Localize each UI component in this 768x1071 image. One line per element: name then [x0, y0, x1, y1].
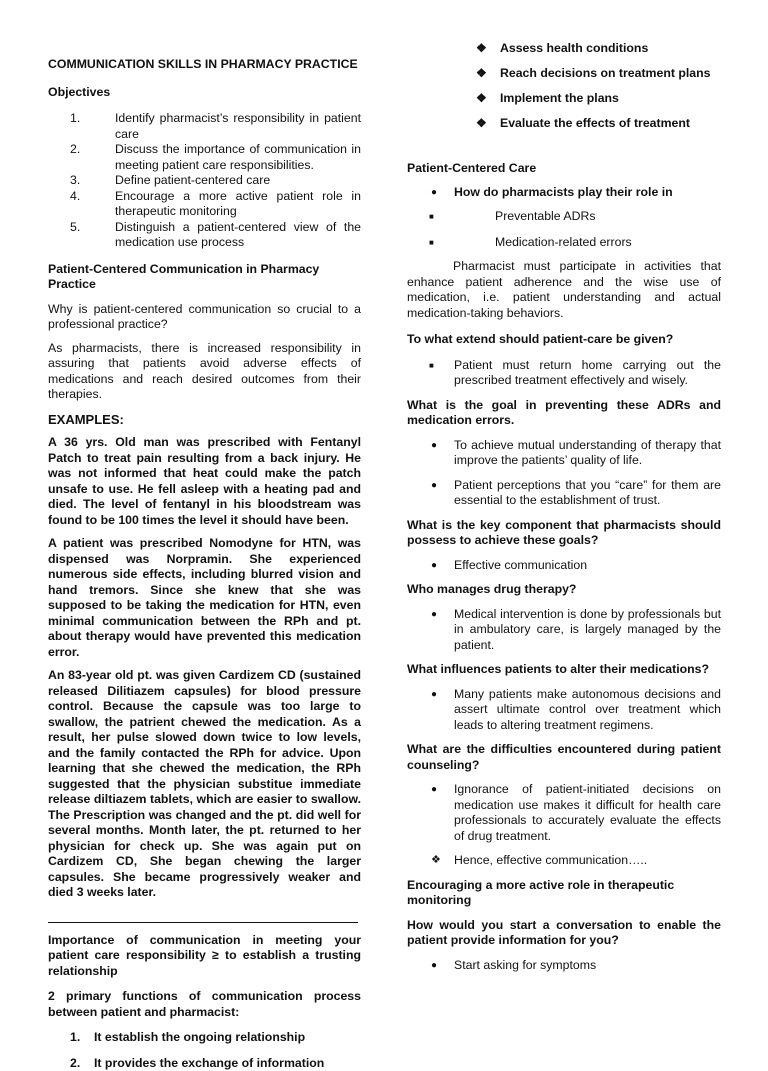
question-4: Who manages drug therapy?: [407, 582, 721, 598]
diamond-bullet-icon: ❖: [431, 853, 441, 869]
example-2: A patient was prescribed Nomodyne for HTN, was dispensed was Norpramin. She experienced numerous side effects, including blurred vision and hand tremors. Since she knew that she was supposed to be taking the medication for HTN, even minimal communication between the RPh and pt. about therapy would have prevented this medication error.: [48, 536, 361, 660]
square-bullet-item: ■ Patient must return home carrying out the prescribed treatment effectively and wisely.: [407, 358, 721, 389]
bullet-item: ● Patient perceptions that you “care” for them are essential to the establishment of trust.: [407, 478, 721, 509]
question-3: What is the key component that pharmacists should possess to achieve these goals?: [407, 518, 721, 549]
objective-item: 1. Identify pharmacist’s responsibility in patient care: [48, 111, 361, 142]
objective-item: 5. Distinguish a patient-centered view of the medication use process: [48, 220, 361, 251]
answer-6b-list: [407, 853, 721, 869]
bullet-dot-icon: ●: [431, 185, 437, 201]
example-1: A 36 yrs. Old man was prescribed with Fentanyl Patch to treat pain resulting from a back injury. He was not informed that heat could make the patch unsafe to use. He fell asleep with a heating pad and died. The level of fentanyl in his bloodstream was found to be 100 times the level it should have been.: [48, 435, 361, 528]
pcc-sub-list: [407, 209, 721, 250]
functions-list: [48, 1030, 361, 1071]
function-item: 1. It establish the ongoing relationship: [48, 1030, 361, 1046]
square-bullet-icon: ■: [429, 358, 434, 374]
bullet-dot-icon: ●: [431, 438, 437, 454]
diamond-bullet-item: ❖ Reach decisions on treatment plans: [407, 66, 721, 91]
square-bullet-icon: ■: [429, 235, 434, 251]
bullet-dot-icon: ●: [431, 607, 437, 623]
bullet-item: ● How do pharmacists play their role in: [407, 185, 721, 201]
diamond-bullet-item: ❖ Assess health conditions: [407, 41, 721, 66]
answer-6-list: [407, 782, 721, 844]
question-1: To what extend should patient-care be given?: [407, 332, 721, 348]
bullet-dot-icon: ●: [431, 958, 437, 974]
diamond-bullet-icon: ❖: [476, 116, 487, 132]
objectives-heading: Objectives: [48, 85, 361, 101]
question-2: What is the goal in preventing these ADRs and medication errors.: [407, 398, 721, 429]
bullet-item: ● Ignorance of patient-initiated decisions on medication use makes it difficult for health care professionals to accurately evaluate the effects of drug treatment.: [407, 782, 721, 844]
answer-3-list: [407, 558, 721, 574]
examples-heading: EXAMPLES:: [48, 412, 361, 428]
objective-item: 4. Encourage a more active patient role in therapeutic monitoring: [48, 189, 361, 220]
pcc-question: Why is patient-centered communication so crucial to a professional practice?: [48, 302, 361, 333]
bullet-item: ● Medical intervention is done by professionals but in ambulatory care, is largely managed by the patient.: [407, 607, 721, 654]
right-column: [407, 41, 721, 973]
question-8: How would you start a conversation to enable the patient provide information for you?: [407, 918, 721, 949]
bullet-item: ● Start asking for symptoms: [407, 958, 721, 974]
pcc-heading: Patient-Centered Communication in Pharmacy Practice: [48, 262, 361, 293]
bullet-item: ● To achieve mutual understanding of therapy that improve the patients’ quality of life.: [407, 438, 721, 469]
diamond-bullet-item: ❖ Hence, effective communication…..: [407, 853, 721, 869]
pcc-answer: As pharmacists, there is increased responsibility in assuring that patients avoid adverse effects of medications and reach desired outcomes from their therapies.: [48, 341, 361, 403]
bullet-dot-icon: ●: [431, 687, 437, 703]
bullet-dot-icon: ●: [431, 478, 437, 494]
square-bullet-item: ■ Preventable ADRs: [407, 209, 721, 225]
pcc-paragraph: Pharmacist must participate in activities that enhance patient adherence and the wise use of medication, i.e. patient understanding and actual medication-taking behaviors.: [407, 259, 721, 321]
heading-7: Encouraging a more active role in therapeutic monitoring: [407, 878, 721, 909]
objective-item: 3. Define patient-centered care: [48, 173, 361, 189]
answer-8-list: [407, 958, 721, 974]
square-bullet-item: ■ Medication-related errors: [407, 235, 721, 251]
pcc-care-heading: Patient-Centered Care: [407, 161, 721, 177]
bullet-dot-icon: ●: [431, 558, 437, 574]
functions-heading: 2 primary functions of communication process between patient and pharmacist:: [48, 989, 361, 1020]
answer-4-list: [407, 607, 721, 654]
bullet-item: ● Many patients make autonomous decisions and assert ultimate control over treatment which leads to altering treatment regimens.: [407, 687, 721, 734]
example-3: An 83-year old pt. was given Cardizem CD (sustained released Dilitiazem capsules) for blood pressure control. Because the capsule was too large to swallow, the patrient chewed the medication. As a result, her pulse slowed down twice to low levels, and the family contacted the RPh for advice. Upon learning that she chewed the medication, the RPh suggested that the physician substitue immediate release diltiazem tablets, which are easier to swallow. The Prescription was changed and the pt. did well for several months. Month later, the pt. returned to her physician for check up. She was again put on Cardizem CD, She began chewing the larger capsules. She became progressively weaker and died 3 weeks later.: [48, 668, 361, 901]
diamond-bullet-icon: ❖: [476, 66, 487, 82]
diamond-bullet-icon: ❖: [476, 41, 487, 57]
left-column: [48, 57, 361, 1071]
bullet-dot-icon: ●: [431, 782, 437, 798]
answer-2-list: [407, 438, 721, 509]
answer-5-list: [407, 687, 721, 734]
objective-item: 2. Discuss the importance of communication in meeting patient care responsibilities.: [48, 142, 361, 173]
answer-1-list: [407, 358, 721, 389]
question-5: What influences patients to alter their medications?: [407, 662, 721, 678]
diamond-bullet-item: ❖ Evaluate the effects of treatment: [407, 116, 721, 141]
objectives-list: [48, 111, 361, 251]
bullet-item: ● Effective communication: [407, 558, 721, 574]
divider-line: [48, 922, 358, 923]
function-item: 2. It provides the exchange of information: [48, 1056, 361, 1071]
diamond-bullet-item: ❖ Implement the plans: [407, 91, 721, 116]
question-6: What are the difficulties encountered during patient counseling?: [407, 742, 721, 773]
document-title: COMMUNICATION SKILLS IN PHARMACY PRACTICE: [48, 57, 361, 73]
importance-text: Importance of communication in meeting your patient care responsibility ≥ to establish a trusting relationship: [48, 933, 361, 980]
assessment-bullets: [407, 41, 721, 141]
pcc-care-list: [407, 185, 721, 201]
diamond-bullet-icon: ❖: [476, 91, 487, 107]
square-bullet-icon: ■: [429, 209, 434, 225]
